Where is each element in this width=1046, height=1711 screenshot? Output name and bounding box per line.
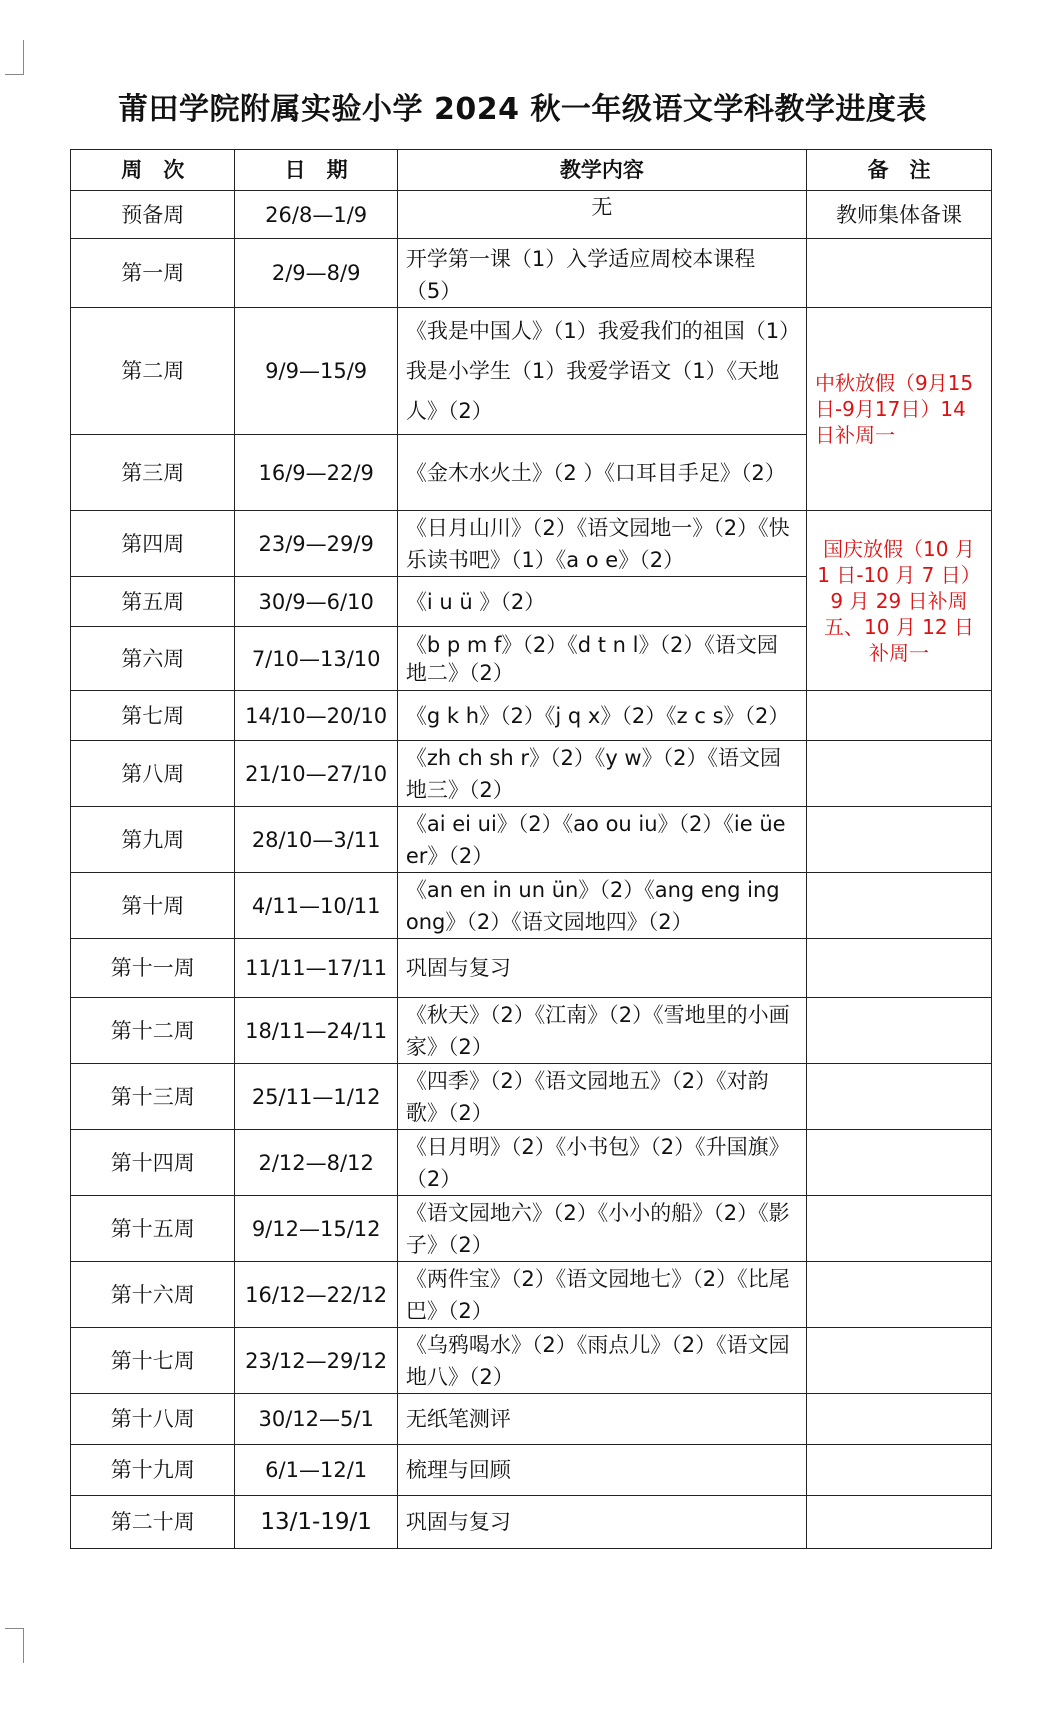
header-week: 周 次 bbox=[71, 150, 235, 191]
table-row bbox=[71, 191, 992, 239]
content-cell: 《ai ei ui》（2）《ao ou iu》（2）《ie üe er》（2） bbox=[397, 807, 806, 873]
table-row bbox=[71, 873, 992, 939]
note-cell bbox=[806, 1130, 991, 1196]
date-cell: 14/10—20/10 bbox=[235, 691, 397, 741]
date-cell: 2/9—8/9 bbox=[235, 239, 397, 308]
note-cell bbox=[806, 873, 991, 939]
note-national-day: 国庆放假（10 月 1 日-10 月 7 日）9 月 29 日补周五、10 月 12 日补周一 bbox=[806, 511, 991, 691]
week-cell: 第十六周 bbox=[71, 1262, 235, 1328]
content-cell: 《我是中国人》（1）我爱我们的祖国（1）我是小学生（1）我爱学语文（1）《天地人》（2） bbox=[397, 308, 806, 435]
week-cell: 第五周 bbox=[71, 577, 235, 627]
schedule-table bbox=[70, 149, 992, 1549]
content-cell: 无纸笔测评 bbox=[397, 1394, 806, 1445]
date-cell: 16/9—22/9 bbox=[235, 435, 397, 511]
note-cell bbox=[806, 1196, 991, 1262]
note-cell bbox=[806, 1496, 991, 1549]
week-cell: 第十九周 bbox=[71, 1445, 235, 1496]
date-cell: 30/9—6/10 bbox=[235, 577, 397, 627]
header-date: 日 期 bbox=[235, 150, 397, 191]
table-row bbox=[71, 1394, 992, 1445]
week-cell: 第一周 bbox=[71, 239, 235, 308]
week-cell: 第十周 bbox=[71, 873, 235, 939]
week-cell: 第十八周 bbox=[71, 1394, 235, 1445]
table-row bbox=[71, 308, 992, 435]
header-content: 教学内容 bbox=[397, 150, 806, 191]
note-mid-autumn: 中秋放假（9月15日-9月17日）14日补周一 bbox=[806, 308, 991, 511]
week-cell: 第七周 bbox=[71, 691, 235, 741]
note-cell bbox=[806, 807, 991, 873]
date-cell: 23/12—29/12 bbox=[235, 1328, 397, 1394]
table-row bbox=[71, 239, 992, 308]
content-cell: 巩固与复习 bbox=[397, 1496, 806, 1549]
week-cell: 第三周 bbox=[71, 435, 235, 511]
date-cell: 9/12—15/12 bbox=[235, 1196, 397, 1262]
date-cell: 26/8—1/9 bbox=[235, 191, 397, 239]
note-cell bbox=[806, 691, 991, 741]
content-cell: 《秋天》（2）《江南》（2）《雪地里的小画家》（2） bbox=[397, 998, 806, 1064]
content-cell: 《i u ü 》（2） bbox=[397, 577, 806, 627]
table-row bbox=[71, 741, 992, 807]
date-cell: 4/11—10/11 bbox=[235, 873, 397, 939]
table-row bbox=[71, 1262, 992, 1328]
date-cell: 23/9—29/9 bbox=[235, 511, 397, 577]
week-cell: 第十一周 bbox=[71, 939, 235, 998]
content-cell: 《日月明》（2）《小书包》（2）《升国旗》（2） bbox=[397, 1130, 806, 1196]
date-cell: 16/12—22/12 bbox=[235, 1262, 397, 1328]
table-row bbox=[71, 1064, 992, 1130]
date-cell: 18/11—24/11 bbox=[235, 998, 397, 1064]
header-note: 备 注 bbox=[806, 150, 991, 191]
content-cell: 《语文园地六》（2）《小小的船》（2）《影子》（2） bbox=[397, 1196, 806, 1262]
note-cell bbox=[806, 939, 991, 998]
note-cell bbox=[806, 1064, 991, 1130]
note-cell bbox=[806, 1262, 991, 1328]
note-cell bbox=[806, 1328, 991, 1394]
week-cell: 第十七周 bbox=[71, 1328, 235, 1394]
week-cell: 第二周 bbox=[71, 308, 235, 435]
content-cell: 《乌鸦喝水》（2）《雨点儿》（2）《语文园地八》（2） bbox=[397, 1328, 806, 1394]
date-cell: 7/10—13/10 bbox=[235, 627, 397, 691]
week-cell: 第十三周 bbox=[71, 1064, 235, 1130]
crop-mark-top bbox=[5, 40, 24, 75]
content-cell: 《an en in un ün》（2）《ang eng ing ong》（2）《语文园地四》（2） bbox=[397, 873, 806, 939]
table-row bbox=[71, 1496, 992, 1549]
table-row bbox=[71, 1328, 992, 1394]
date-cell: 25/11—1/12 bbox=[235, 1064, 397, 1130]
date-cell: 30/12—5/1 bbox=[235, 1394, 397, 1445]
content-cell: 《两件宝》（2）《语文园地七》（2）《比尾巴》（2） bbox=[397, 1262, 806, 1328]
week-cell: 第六周 bbox=[71, 627, 235, 691]
date-cell: 6/1—12/1 bbox=[235, 1445, 397, 1496]
content-cell: 《日月山川》（2）《语文园地一》（2）《快乐读书吧》（1）《a o e》（2） bbox=[397, 511, 806, 577]
week-cell: 第八周 bbox=[71, 741, 235, 807]
week-cell: 第十五周 bbox=[71, 1196, 235, 1262]
note-cell bbox=[806, 1445, 991, 1496]
date-cell: 9/9—15/9 bbox=[235, 308, 397, 435]
table-row bbox=[71, 998, 992, 1064]
note-cell bbox=[806, 239, 991, 308]
table-row bbox=[71, 1196, 992, 1262]
content-cell: 《金木水火土》（2 ）《口耳目手足》（2） bbox=[397, 435, 806, 511]
note-cell bbox=[806, 998, 991, 1064]
date-cell: 2/12—8/12 bbox=[235, 1130, 397, 1196]
content-cell: 《b p m f》（2）《d t n l》（2）《语文园地二》（2） bbox=[397, 627, 806, 691]
week-cell: 第九周 bbox=[71, 807, 235, 873]
week-cell: 预备周 bbox=[71, 191, 235, 239]
content-cell: 开学第一课（1）入学适应周校本课程（5） bbox=[397, 239, 806, 308]
date-cell: 28/10—3/11 bbox=[235, 807, 397, 873]
content-cell: 《zh ch sh r》（2）《y w》（2）《语文园地三》（2） bbox=[397, 741, 806, 807]
page-title: 莆田学院附属实验小学 2024 秋一年级语文学科教学进度表 bbox=[118, 92, 927, 127]
content-cell: 巩固与复习 bbox=[397, 939, 806, 998]
note-cell bbox=[806, 741, 991, 807]
table-row bbox=[71, 1130, 992, 1196]
content-cell: 《四季》（2）《语文园地五》（2）《对韵歌》（2） bbox=[397, 1064, 806, 1130]
table-row bbox=[71, 807, 992, 873]
table-row bbox=[71, 939, 992, 998]
week-cell: 第十二周 bbox=[71, 998, 235, 1064]
date-cell: 13/1-19/1 bbox=[235, 1496, 397, 1549]
table-row bbox=[71, 1445, 992, 1496]
note-cell bbox=[806, 1394, 991, 1445]
table-row bbox=[71, 691, 992, 741]
crop-mark-bottom bbox=[5, 1628, 24, 1663]
date-cell: 21/10—27/10 bbox=[235, 741, 397, 807]
content-cell: 《g k h》（2）《j q x》（2）《z c s》（2） bbox=[397, 691, 806, 741]
week-cell: 第十四周 bbox=[71, 1130, 235, 1196]
header-row bbox=[71, 150, 992, 191]
note-cell: 教师集体备课 bbox=[806, 191, 991, 239]
week-cell: 第四周 bbox=[71, 511, 235, 577]
content-cell: 无 bbox=[397, 191, 806, 239]
week-cell: 第二十周 bbox=[71, 1496, 235, 1549]
table-row bbox=[71, 511, 992, 577]
date-cell: 11/11—17/11 bbox=[235, 939, 397, 998]
content-cell: 梳理与回顾 bbox=[397, 1445, 806, 1496]
